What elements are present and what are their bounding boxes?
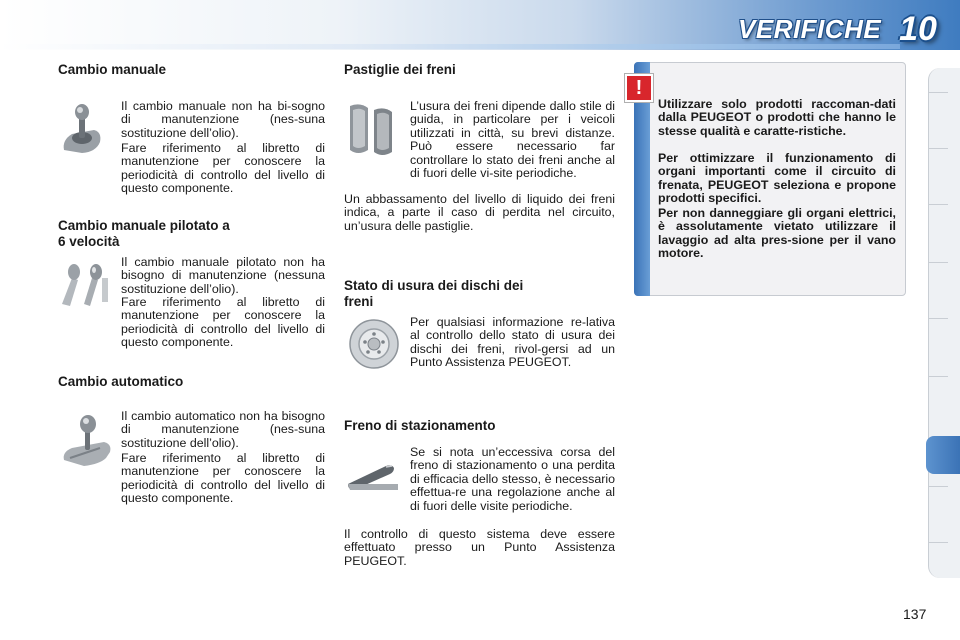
brake-pads-icon bbox=[346, 100, 400, 158]
manual-gearbox-paragraph-2-start bbox=[121, 142, 325, 196]
section-title-piloted-gearbox bbox=[58, 218, 298, 250]
discs-title-line-2: freni bbox=[344, 294, 374, 309]
tab-divider bbox=[928, 92, 948, 93]
page-number: 137 bbox=[903, 606, 927, 622]
tab-divider bbox=[928, 318, 948, 319]
tab-divider bbox=[928, 204, 948, 205]
section-title-brake-discs bbox=[344, 278, 594, 310]
automatic-gearbox-paragraph-2-start bbox=[121, 452, 325, 506]
automatic-gearbox-paragraph-2: Fare riferimento al libretto di manutenzione per conoscere la periodicità di controllo del livello di questo componente. bbox=[121, 451, 325, 506]
tab-divider bbox=[928, 486, 948, 487]
parking-brake-paragraph-2: Il controllo di questo sistema deve essere effettuato presso un Punto Assistenza PEUGEOT. bbox=[344, 527, 615, 568]
chapter-badge bbox=[888, 6, 948, 50]
warning-paragraph-1: Utilizzare solo prodotti raccoman-dati dalla PEUGEOT o prodotti che hanno le stesse qualità e caratte-ristiche. bbox=[658, 97, 896, 138]
tab-divider bbox=[928, 148, 948, 149]
manual-gearbox-paragraph-1: Il cambio manuale non ha bi-sogno di manutenzione (nes-suna sostituzione dell’olio). bbox=[121, 99, 325, 140]
brake-pads-paragraph-2: Un abbassamento del livello di liquido dei freni indica, a parte il caso di perdita nel circuito, un’usura delle pastiglie. bbox=[344, 192, 615, 233]
tab-divider bbox=[928, 262, 948, 263]
piloted-gearbox-paragraph-2: Fare riferimento al libretto di manutenzione per conoscere la periodicità di controllo del livello di questo componente. bbox=[121, 295, 325, 350]
brake-discs-paragraph: Per qualsiasi informazione re-lativa al controllo dello stato di usura dei dischi dei freni, rivol-gersi ad un Punto Assistenza PEUGEOT. bbox=[410, 315, 615, 370]
chapter-title: VERIFICHE bbox=[738, 14, 882, 44]
discs-title-line-1: Stato di usura dei dischi dei bbox=[344, 278, 524, 293]
brake-disc-icon bbox=[348, 318, 400, 370]
section-title-automatic-gearbox: Cambio automatico bbox=[58, 374, 184, 389]
section-title-parking-brake: Freno di stazionamento bbox=[344, 418, 496, 433]
tab-active-chapter[interactable] bbox=[926, 436, 960, 474]
header bbox=[0, 0, 960, 58]
automatic-gearbox-icon bbox=[60, 412, 116, 468]
section-title-manual-gearbox: Cambio manuale bbox=[58, 62, 167, 77]
automatic-gearbox-paragraph-1: Il cambio automatico non ha bisogno di manutenzione (nes-suna sostituzione dell’olio). bbox=[121, 409, 325, 450]
piloted-gearbox-paragraph-2-start bbox=[121, 296, 325, 350]
piloted-title-line-2: 6 velocità bbox=[58, 234, 120, 249]
piloted-gearbox-icon bbox=[58, 258, 114, 310]
warning-exclamation-icon: ! bbox=[625, 74, 653, 102]
tab-divider bbox=[928, 376, 948, 377]
manual-gearbox-icon bbox=[58, 100, 108, 156]
tab-divider bbox=[928, 542, 948, 543]
warning-paragraph-3: Per non danneggiare gli organi elettrici, è assolutamente vietato utilizzare il lavaggio ad alta pres-sione per il vano motore. bbox=[658, 206, 896, 261]
chapter-tabs bbox=[928, 68, 960, 578]
manual-gearbox-paragraph-2: Fare riferimento al libretto di manutenzione per conoscere la periodicità di controllo del livello di questo componente. bbox=[121, 141, 325, 196]
piloted-gearbox-paragraph-1: Il cambio manuale pilotato non ha bisogno di manutenzione (nessuna sostituzione dell’olio). bbox=[121, 255, 325, 296]
parking-brake-icon bbox=[346, 458, 402, 492]
chapter-number: 10 bbox=[899, 10, 937, 48]
warning-paragraph-2: Per ottimizzare il funzionamento di organi importanti come il circuito di frenata, PEUGEOT seleziona e propone prodotti specifici. bbox=[658, 151, 896, 206]
section-title-brake-pads: Pastiglie dei freni bbox=[344, 62, 456, 77]
parking-brake-paragraph-1: Se si nota un’eccessiva corsa del freno di stazionamento o una perdita di efficacia dello stesso, è necessario effettua-re una regolazione anche al di fuori delle visite periodiche. bbox=[410, 445, 615, 513]
piloted-title-line-1: Cambio manuale pilotato a bbox=[58, 218, 230, 233]
brake-pads-paragraph-1: L’usura dei freni dipende dallo stile di guida, in particolare per i veicoli utilizzati in città, su brevi distanze. Può essere necessario far controllare lo stato dei freni anche al di fuori delle vi-site periodiche. bbox=[410, 99, 615, 181]
